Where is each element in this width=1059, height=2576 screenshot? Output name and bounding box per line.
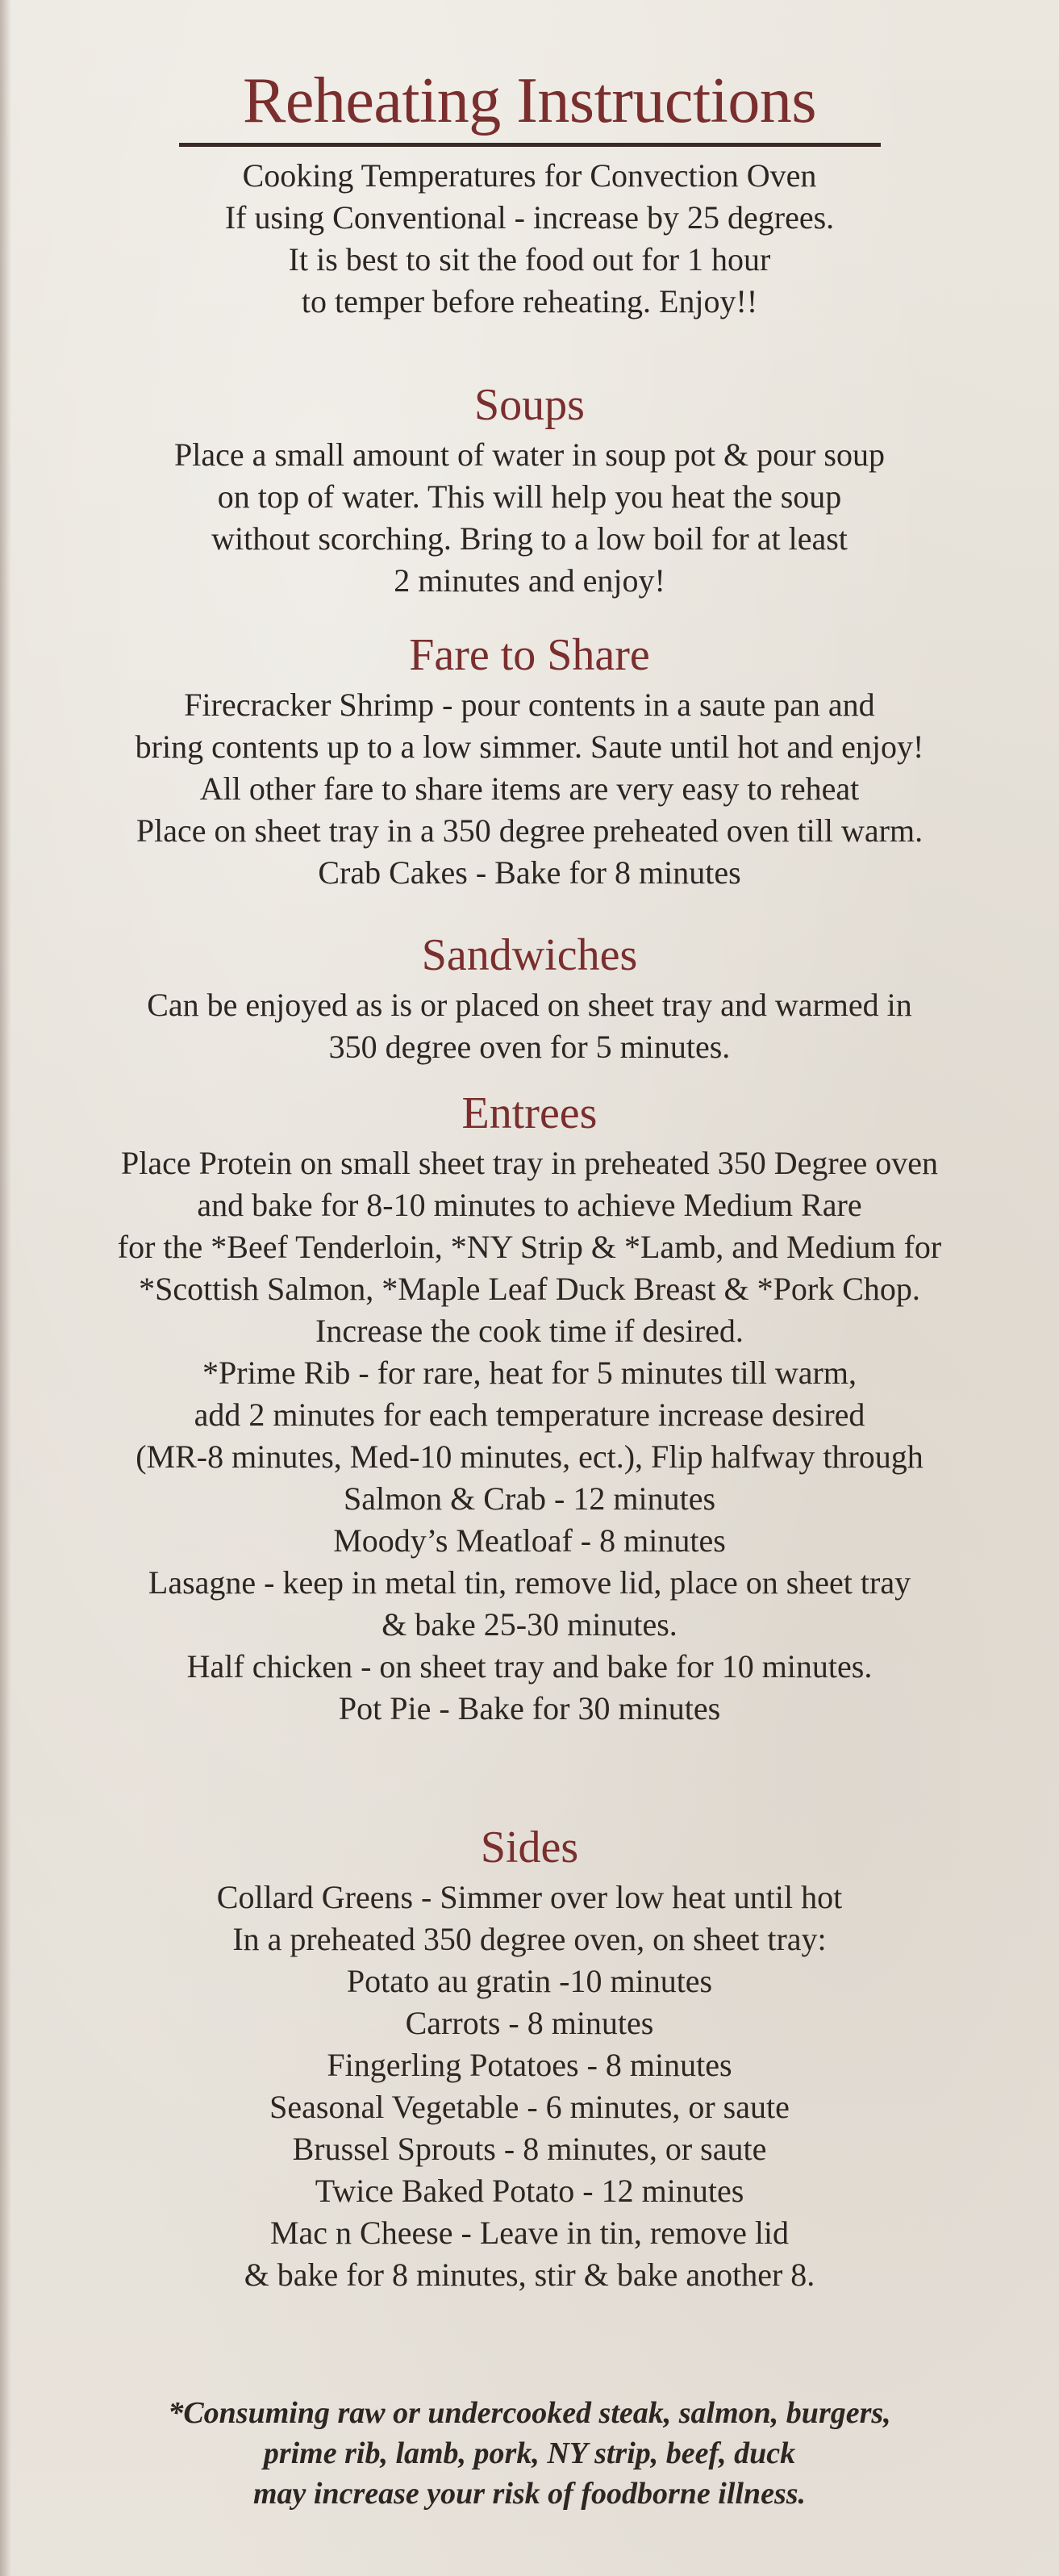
section-line: (MR-8 minutes, Med-10 minutes, ect.), Flip halfway through: [136, 1438, 923, 1475]
section-heading-soups: Soups: [474, 380, 585, 430]
section-line: Half chicken - on sheet tray and bake for 10 minutes.: [186, 1648, 873, 1685]
section-line: Mac n Cheese - Leave in tin, remove lid: [269, 2215, 790, 2251]
allergy-disclaimer: [0, 2393, 1059, 2514]
section-line: and bake for 8-10 minutes to achieve Medium Rare: [197, 1187, 862, 1223]
section-line: add 2 minutes for each temperature increase desired: [194, 1397, 865, 1433]
section-line: Fingerling Potatoes - 8 minutes: [327, 2047, 732, 2083]
intro-line: Cooking Temperatures for Convection Oven: [242, 157, 817, 194]
header: [0, 61, 1059, 323]
section-line: Place a small amount of water in soup pot & pour soup: [174, 436, 885, 473]
title-underline: [179, 143, 881, 147]
section-sandwiches: [0, 926, 1059, 1068]
section-line: Can be enjoyed as is or placed on sheet tray and warmed in: [147, 987, 912, 1023]
section-soups: [0, 376, 1059, 602]
section-line: Place Protein on small sheet tray in preheated 350 Degree oven: [121, 1145, 938, 1181]
section-heading-sandwiches: Sandwiches: [421, 930, 638, 980]
section-line: In a preheated 350 degree oven, on sheet tray:: [232, 1921, 827, 1957]
section-line: & bake for 8 minutes, stir & bake another 8.: [244, 2257, 815, 2293]
disclaimer-line: *Consuming raw or undercooked steak, salmon, burgers,: [168, 2396, 891, 2430]
intro-line: to temper before reheating. Enjoy!!: [301, 283, 758, 319]
section-fare-to-share: [0, 626, 1059, 894]
section-heading-entrees: Entrees: [461, 1088, 598, 1138]
section-line: Firecracker Shrimp - pour contents in a saute pan and: [184, 687, 875, 723]
section-line: Increase the cook time if desired.: [315, 1313, 744, 1349]
section-line: Moody’s Meatloaf - 8 minutes: [333, 1522, 726, 1559]
disclaimer-line: prime rib, lamb, pork, NY strip, beef, duck: [263, 2436, 796, 2470]
section-line: Lasagne - keep in metal tin, remove lid, place on sheet tray: [148, 1564, 911, 1601]
section-line: Twice Baked Potato - 12 minutes: [315, 2173, 744, 2209]
section-entrees: [0, 1084, 1059, 1730]
section-line: All other fare to share items are very easy to reheat: [199, 770, 860, 807]
section-sides: [0, 1818, 1059, 2296]
intro-line: If using Conventional - increase by 25 degrees.: [224, 199, 835, 236]
section-line: Potato au gratin -10 minutes: [346, 1963, 713, 1999]
intro-line: It is best to sit the food out for 1 hour: [288, 241, 771, 278]
section-line: Crab Cakes - Bake for 8 minutes: [318, 854, 741, 891]
page-title: Reheating Instructions: [242, 65, 817, 136]
section-line: *Scottish Salmon, *Maple Leaf Duck Breast & *Pork Chop.: [139, 1271, 920, 1307]
section-heading-fare-to-share: Fare to Share: [409, 630, 650, 680]
section-heading-sides: Sides: [480, 1822, 579, 1873]
section-line: *Prime Rib - for rare, heat for 5 minutes till warm,: [202, 1355, 857, 1391]
section-line: Place on sheet tray in a 350 degree preheated oven till warm.: [136, 812, 923, 849]
section-line: Salmon & Crab - 12 minutes: [343, 1480, 716, 1517]
section-line: Collard Greens - Simmer over low heat until hot: [216, 1879, 843, 1915]
section-line: for the *Beef Tenderloin, *NY Strip & *Lamb, and Medium for: [117, 1229, 942, 1265]
section-line: 2 minutes and enjoy!: [394, 562, 665, 599]
section-line: bring contents up to a low simmer. Saute until hot and enjoy!: [135, 729, 924, 765]
section-line: Seasonal Vegetable - 6 minutes, or saute: [269, 2089, 790, 2125]
disclaimer-line: may increase your risk of foodborne illness.: [252, 2477, 807, 2511]
section-line: & bake 25-30 minutes.: [381, 1606, 678, 1643]
section-line: on top of water. This will help you heat the soup: [217, 478, 842, 515]
intro-text: [0, 155, 1059, 323]
section-line: Brussel Sprouts - 8 minutes, or saute: [292, 2131, 767, 2167]
section-line: without scorching. Bring to a low boil for at least: [211, 520, 848, 557]
section-line: Carrots - 8 minutes: [405, 2005, 654, 2041]
section-line: 350 degree oven for 5 minutes.: [328, 1029, 731, 1065]
section-line: Pot Pie - Bake for 30 minutes: [338, 1690, 721, 1726]
